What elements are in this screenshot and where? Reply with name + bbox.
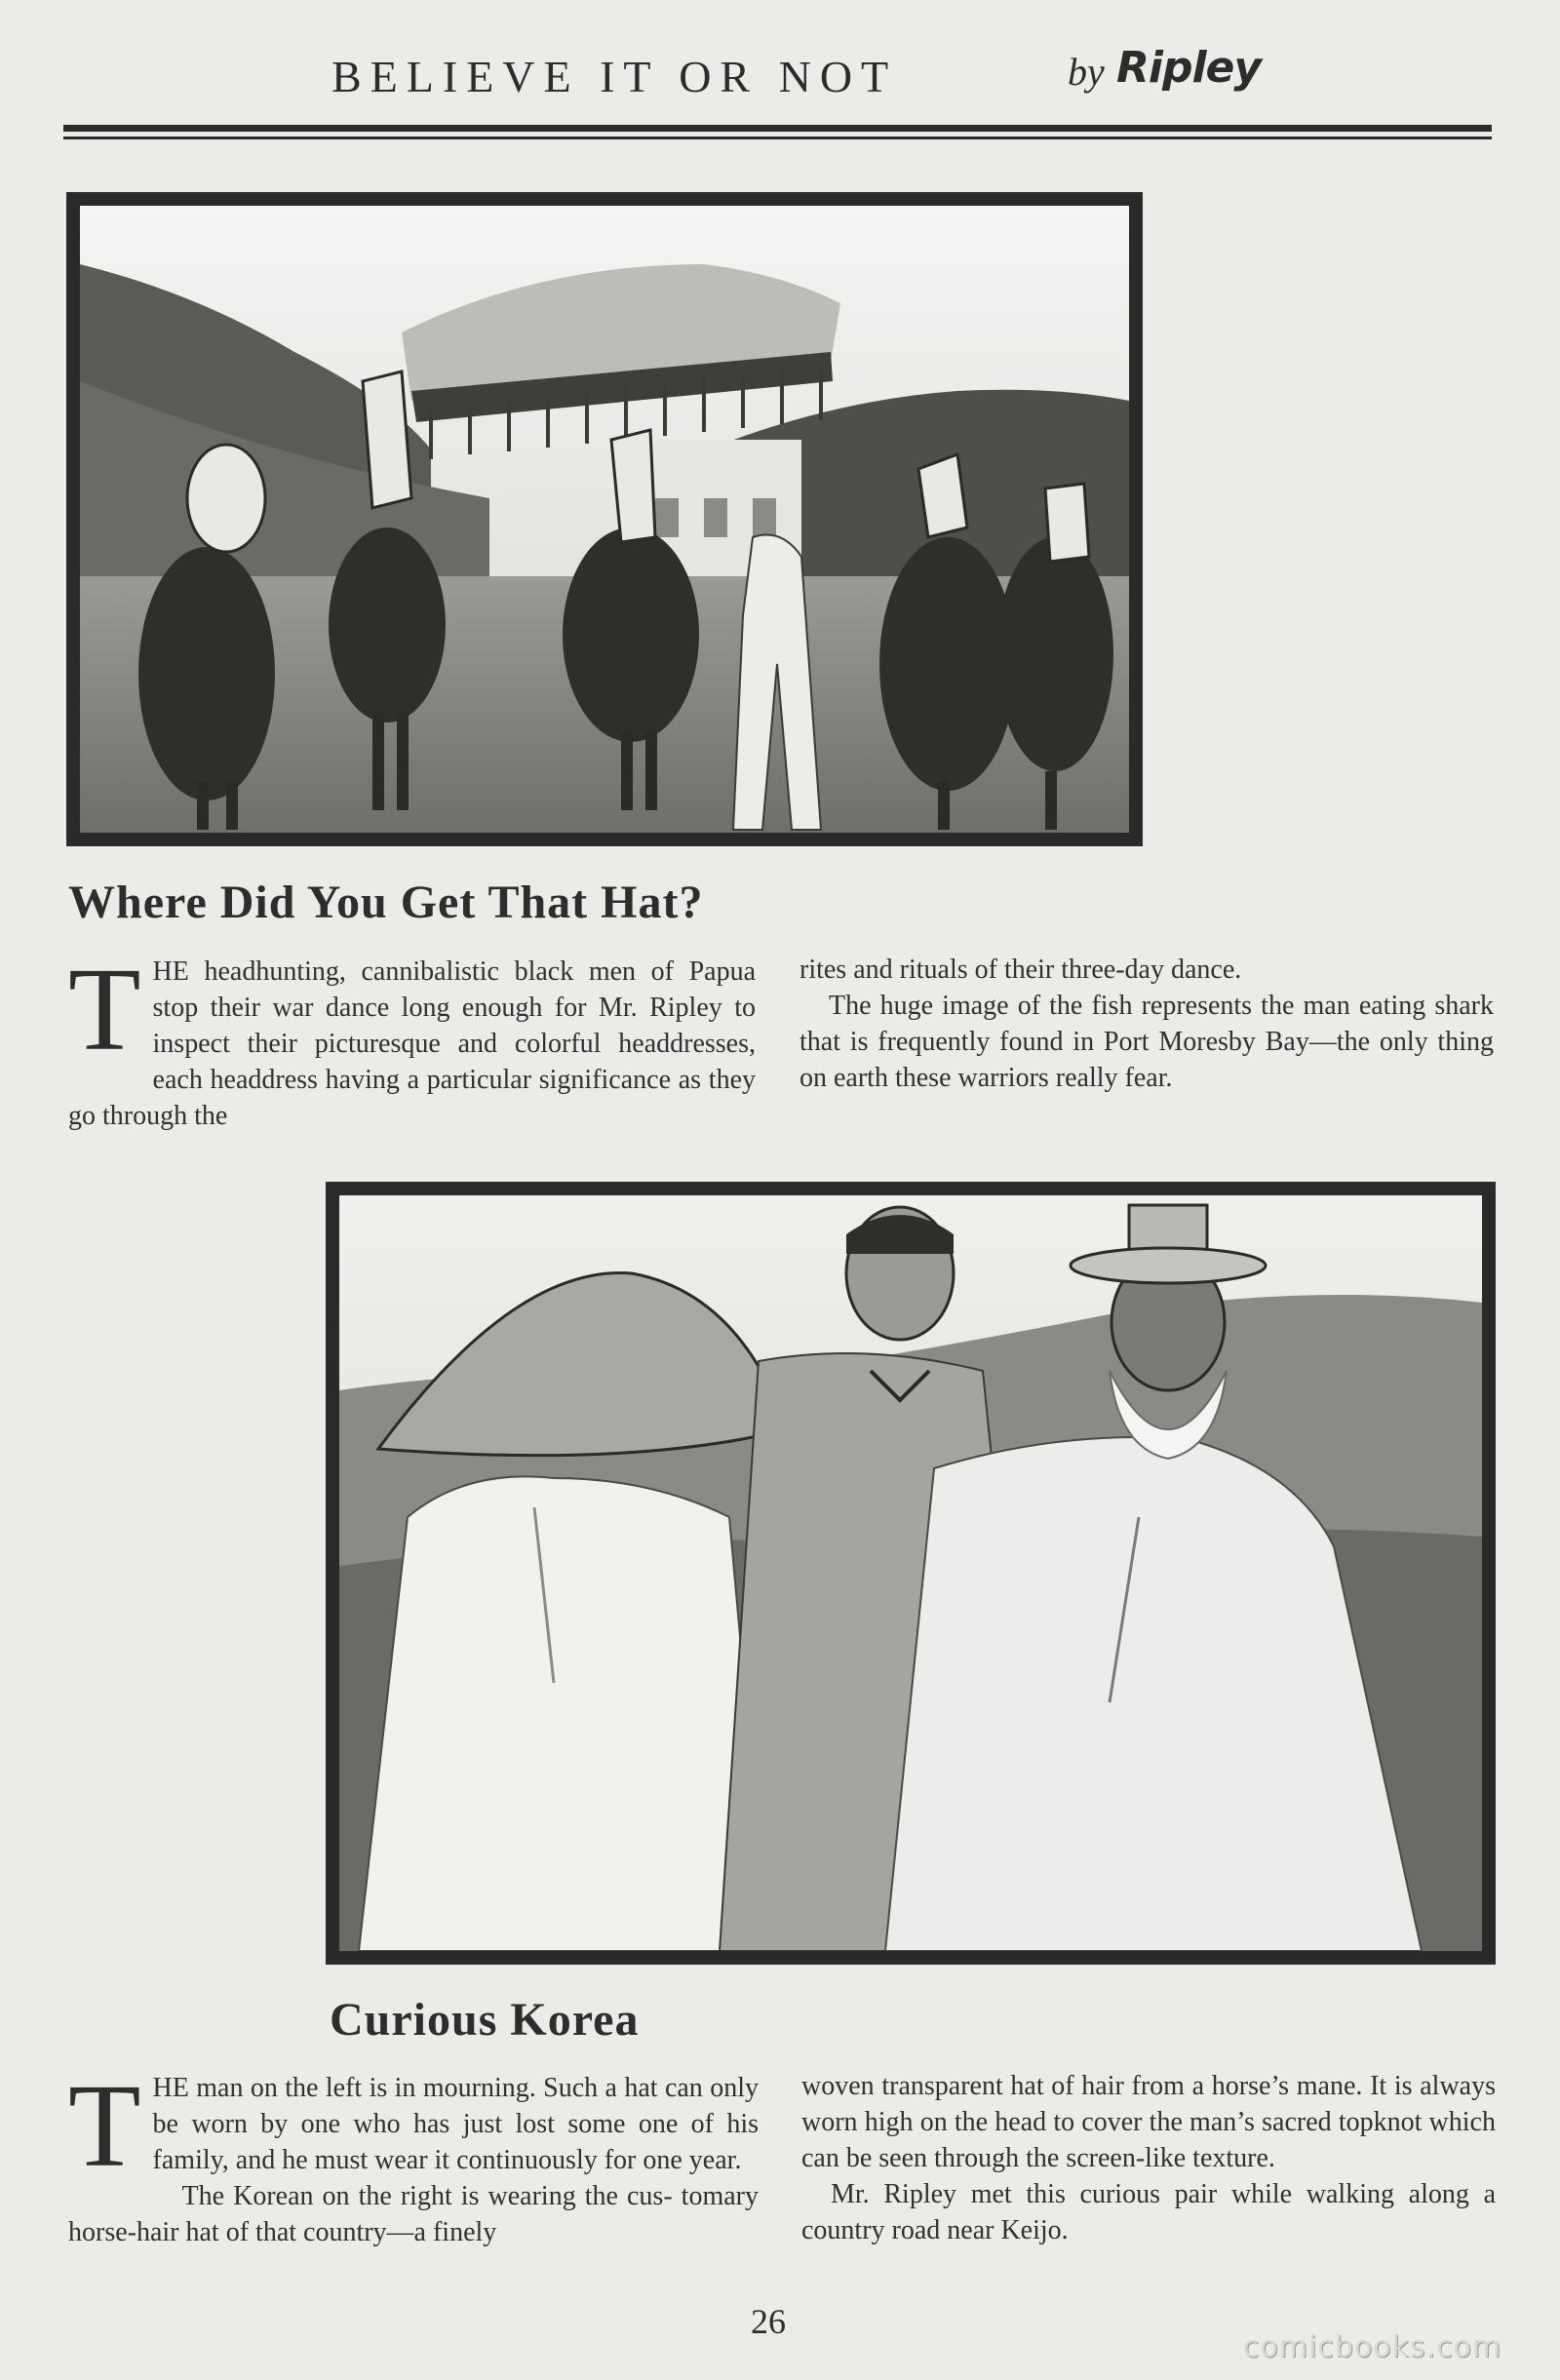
- korea-photo: [326, 1182, 1496, 1965]
- header-title: BELIEVE IT OR NOT: [332, 52, 898, 101]
- drop-cap: T: [68, 2060, 141, 2192]
- papua-dancers-image: [80, 206, 1129, 833]
- section2-right-paragraph-2: Mr. Ripley met this curious pair while walking along a country road near Keijo.: [801, 2179, 1496, 2245]
- lead-in: HE: [152, 2073, 189, 2103]
- paragraph-text: man on the left is in mourning. Such a hat can only be worn by one who has just lost some one of his family, and he must wear it continuously for one year.: [152, 2073, 759, 2175]
- lead-in: HE: [152, 956, 189, 987]
- section1-left-column: [68, 944, 756, 1134]
- paragraph-text: headhunting, cannibalistic black men of Papua stop their war dance long enough for Mr. Ripley to inspect their picturesque and colorful headdresses, each headdress having a particular significance as they go through the: [68, 956, 756, 1131]
- section-title-hat: Where Did You Get That Hat?: [68, 877, 704, 928]
- section-title-korea: Curious Korea: [330, 1994, 640, 2046]
- header-rule-thick: [63, 125, 1492, 132]
- header-by: by: [1068, 50, 1105, 94]
- section1-left-paragraph: [68, 944, 756, 1134]
- korea-image: [339, 1195, 1482, 1951]
- section1-right-paragraph-1: rites and rituals of their three-day dance.: [800, 955, 1242, 985]
- section1-right-column: [800, 952, 1494, 1096]
- papua-dancers-photo: [66, 192, 1143, 846]
- header-rule-thin: [63, 137, 1492, 139]
- ripley-logo: Ripley: [1116, 43, 1262, 93]
- section2-right-paragraph-1: woven transparent hat of hair from a horse’s mane. It is always worn high on the head to cover the man’s sacred topknot which can be seen through the screen-like texture.: [801, 2071, 1496, 2173]
- page-number: 26: [751, 2302, 786, 2341]
- section2-right-column: [801, 2068, 1496, 2248]
- drop-cap: T: [68, 944, 141, 1075]
- watermark: comicbooks.com: [1243, 2330, 1502, 2364]
- section1-right-paragraph-2: The huge image of the fish represents the man eating shark that is frequently found in Port Moresby Bay—the only thing on earth these warriors really fear.: [800, 991, 1494, 1093]
- section2-left-paragraph-2: The Korean on the right is wearing the cus- tomary horse-hair hat of that country—a finely: [68, 2181, 759, 2247]
- section2-left-column: [68, 2060, 759, 2250]
- section2-left-paragraph-1: [68, 2060, 759, 2192]
- page-header: [63, 39, 1492, 156]
